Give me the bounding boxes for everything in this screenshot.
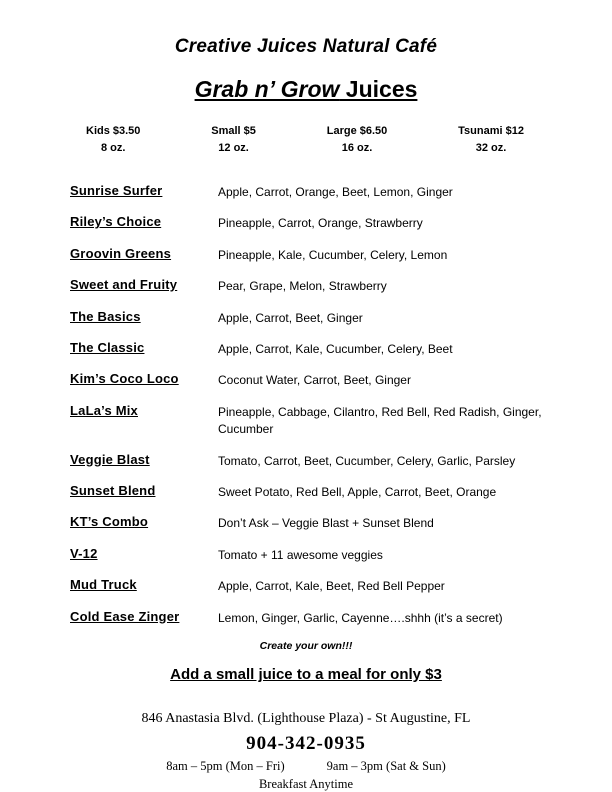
item-name: Kim’s Coco Loco xyxy=(70,371,179,387)
item-name: Veggie Blast xyxy=(70,451,150,467)
size-oz: 32 oz. xyxy=(475,142,507,155)
item-description: Apple, Carrot, Beet, Ginger xyxy=(218,310,363,325)
menu-row xyxy=(70,483,572,501)
phone-number: 904-342-0935 xyxy=(246,732,366,754)
size-column-small xyxy=(211,123,256,157)
size-oz: 8 oz. xyxy=(100,142,126,155)
size-price-row xyxy=(86,123,524,157)
menu-row xyxy=(70,514,572,532)
menu-subtitle-italic: Grab n’ Grow xyxy=(194,76,340,102)
item-name: KT’s Combo xyxy=(70,514,149,530)
item-name: Sunset Blend xyxy=(70,483,156,498)
menu-row xyxy=(70,277,572,295)
menu-row xyxy=(70,452,572,470)
size-column-large xyxy=(327,123,388,157)
item-description: Don’t Ask – Veggie Blast + Sunset Blend xyxy=(218,516,434,531)
menu-row xyxy=(70,340,572,358)
size-oz: 16 oz. xyxy=(341,142,373,155)
item-name: The Classic xyxy=(70,340,145,356)
hours-weekend: 9am – 3pm (Sat & Sun) xyxy=(326,758,446,773)
item-name: LaLa’s Mix xyxy=(70,402,138,418)
item-description: Sweet Potato, Red Bell, Apple, Carrot, Beet, Orange xyxy=(218,485,497,499)
breakfast-note: Breakfast Anytime xyxy=(258,776,354,791)
address: 846 Anastasia Blvd. (Lighthouse Plaza) - St Augustine, FL xyxy=(141,710,471,726)
menu-row xyxy=(70,403,572,439)
menu-row xyxy=(70,609,572,627)
item-description: Pineapple, Carrot, Orange, Strawberry xyxy=(218,216,423,231)
item-description: Tomato, Carrot, Beet, Cucumber, Celery, Garlic, Parsley xyxy=(218,453,516,468)
item-name: Sweet and Fruity xyxy=(70,277,178,293)
item-description: Coconut Water, Carrot, Beet, Ginger xyxy=(218,373,411,388)
size-name: Tsunami $12 xyxy=(458,125,524,137)
menu-row xyxy=(70,577,572,595)
item-name: Groovin Greens xyxy=(70,245,172,261)
item-description: Pineapple, Kale, Cucumber, Celery, Lemon xyxy=(218,247,448,262)
menu-row xyxy=(70,309,572,327)
item-description: Apple, Carrot, Kale, Cucumber, Celery, Beet xyxy=(218,342,453,357)
size-name: Small $5 xyxy=(211,125,256,137)
menu-row xyxy=(70,214,572,232)
item-description: Pineapple, Cabbage, Cilantro, Red Bell, Red Radish, Ginger, Cucumber xyxy=(218,404,542,437)
menu-row xyxy=(70,246,572,264)
item-name: Riley’s Choice xyxy=(70,214,162,230)
create-your-own-note: Create your own!!! xyxy=(259,639,353,652)
item-name: V-12 xyxy=(70,545,98,561)
menu-subtitle-regular: Juices xyxy=(339,76,418,102)
hours xyxy=(0,759,612,774)
item-name: Cold Ease Zinger xyxy=(70,608,180,624)
menu-row xyxy=(70,183,572,201)
menu-row xyxy=(70,371,572,389)
item-name: Mud Truck xyxy=(70,577,137,593)
menu-row xyxy=(70,546,572,564)
footer xyxy=(0,711,612,792)
size-column-tsunami xyxy=(458,123,524,157)
item-description: Apple, Carrot, Kale, Beet, Red Bell Pepper xyxy=(218,579,445,594)
cafe-title: Creative Juices Natural Café xyxy=(174,36,438,57)
menu-subtitle xyxy=(0,76,612,103)
item-description: Tomato + 11 awesome veggies xyxy=(218,547,383,562)
item-name: Sunrise Surfer xyxy=(70,183,163,199)
item-description: Lemon, Ginger, Garlic, Cayenne….shhh (it’s a secret) xyxy=(218,610,503,625)
add-juice-offer: Add a small juice to a meal for only $3 xyxy=(170,665,442,683)
item-description: Pear, Grape, Melon, Strawberry xyxy=(218,279,387,294)
item-name: The Basics xyxy=(70,308,141,324)
item-description: Apple, Carrot, Orange, Beet, Lemon, Ginger xyxy=(218,185,453,200)
menu-list xyxy=(70,183,572,627)
size-name: Large $6.50 xyxy=(326,125,388,137)
hours-weekday: 8am – 5pm (Mon – Fri) xyxy=(166,758,285,773)
size-oz: 12 oz. xyxy=(218,142,249,155)
size-name: Kids $3.50 xyxy=(86,125,141,137)
size-column-kids xyxy=(86,123,140,157)
